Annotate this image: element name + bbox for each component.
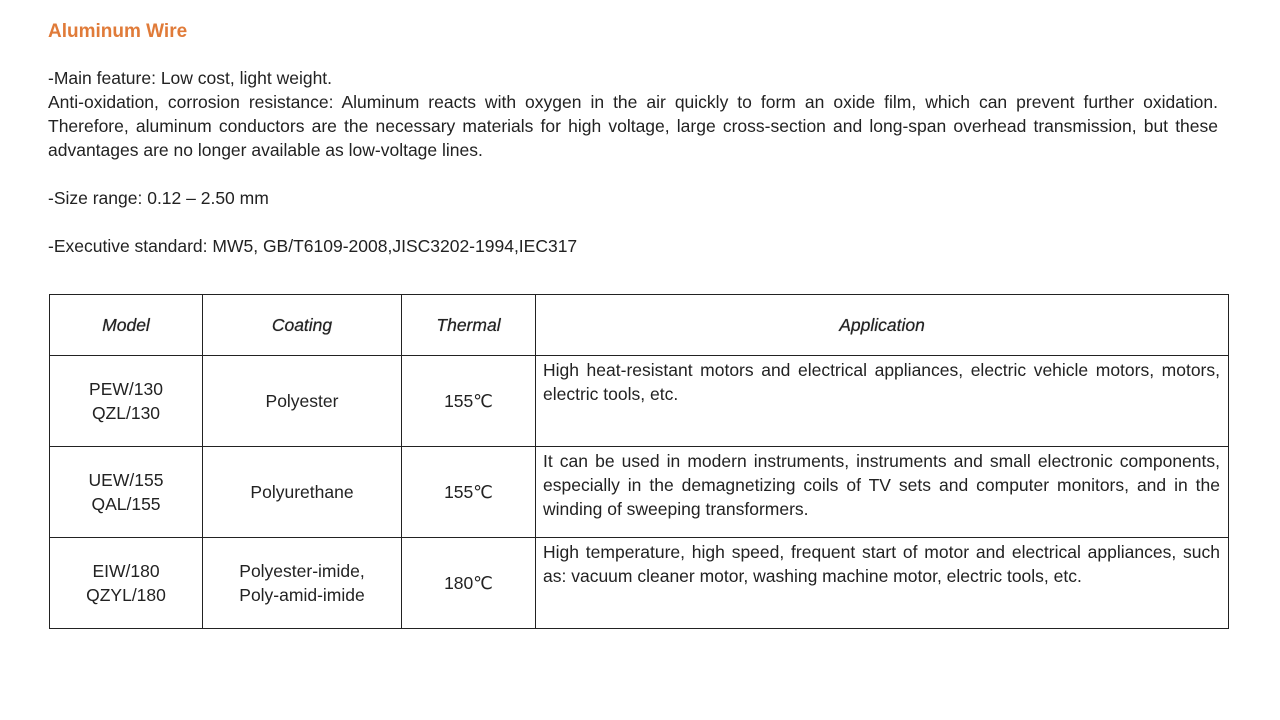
wire-spec-table [49,294,1229,629]
table-header-row [50,295,1229,356]
application-cell: It can be used in modern instruments, instruments and small electronic components, especially in the demagnetizing coils of TV sets and computer monitors, and in the winding of sweeping transformers. [536,447,1229,538]
model-code-alt: QAL/155 [91,494,161,514]
table-row [50,538,1229,629]
document-body [48,18,1218,258]
coating-cell [203,447,402,538]
header-coating: Coating [203,295,402,356]
thermal-cell: 180℃ [402,538,536,629]
table-row [50,447,1229,538]
header-model: Model [50,295,203,356]
model-code-alt: QZL/130 [91,403,161,423]
coating-text: Polyester [265,391,339,411]
application-cell: High temperature, high speed, frequent start of motor and electrical appliances, such as: vacuum cleaner motor, washing machine motor, electric tools, etc. [536,538,1229,629]
coating-cell [203,538,402,629]
model-code: EIW/180 [92,561,160,581]
anti-oxidation-text: Anti-oxidation, corrosion resistance: Aluminum reacts with oxygen in the air quickly to form an oxide film, which can prevent further oxidation. Therefore, aluminum conductors are the necessary materials for high voltage, large cross-section and long-span overhead transmission, but these advantages are no longer available as low-voltage lines. [48,92,1218,160]
size-range-text: -Size range: 0.12 – 2.50 mm [48,188,269,208]
application-cell: High heat-resistant motors and electrical appliances, electric vehicle motors, motors, electric tools, etc. [536,356,1229,447]
model-cell [50,447,203,538]
executive-standard-text: -Executive standard: MW5, GB/T6109-2008,JISC3202-1994,IEC317 [48,236,578,256]
model-code: UEW/155 [88,470,164,490]
page-title: Aluminum Wire [48,21,188,42]
coating-cell [203,356,402,447]
model-cell [50,538,203,629]
model-cell [50,356,203,447]
coating-text: Polyurethane [250,482,354,502]
coating-text-alt: Poly-amid-imide [239,585,365,605]
main-feature-text: -Main feature: Low cost, light weight. [48,68,333,88]
header-application: Application [536,295,1229,356]
model-code-alt: QZYL/180 [86,585,166,605]
thermal-cell: 155℃ [402,356,536,447]
coating-text: Polyester-imide, [239,561,365,581]
model-code: PEW/130 [89,379,163,399]
thermal-cell: 155℃ [402,447,536,538]
header-thermal: Thermal [402,295,536,356]
table-row [50,356,1229,447]
